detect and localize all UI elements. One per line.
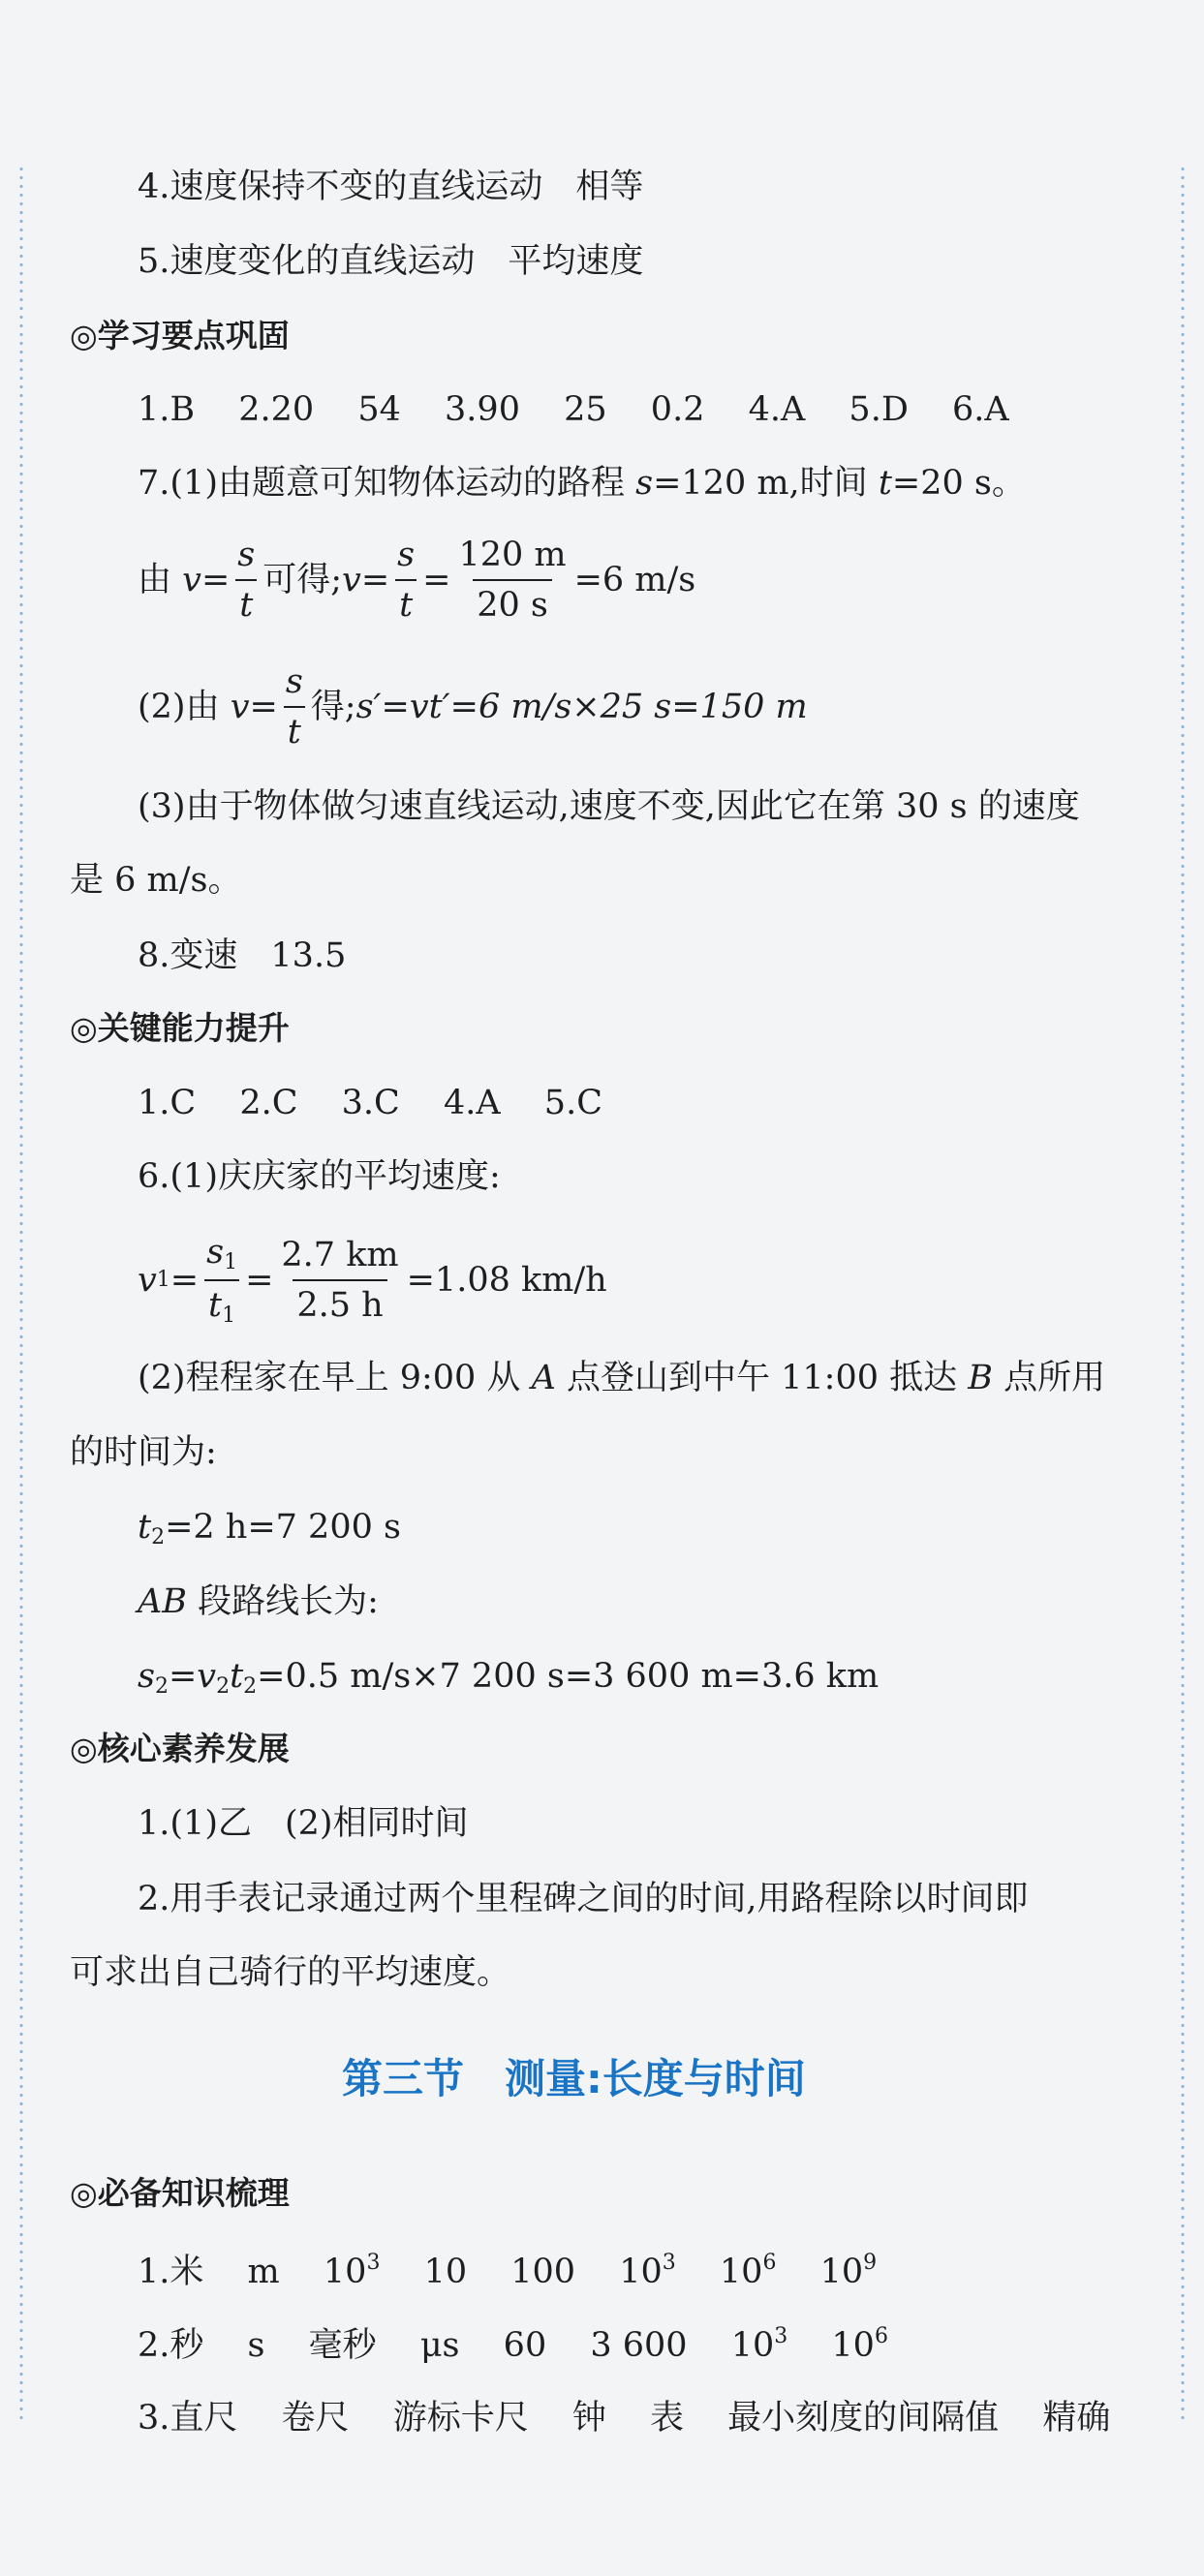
section-title: 第三节 测量:长度与时间	[342, 2055, 806, 2102]
s3-line1: 1.(1)乙 (2)相同时间	[138, 1804, 469, 1843]
q8-line: 8.变速 13.5	[138, 936, 347, 975]
q6-p1: 6.(1)庆庆家的平均速度:	[138, 1157, 501, 1196]
q6-ab-line: AB 段路线长为:	[138, 1582, 379, 1621]
s3-line3: 可求出自己骑行的平均速度。	[70, 1953, 511, 1992]
s3-line2: 2.用手表记录通过两个里程碑之间的时间,用路程除以时间即	[138, 1880, 1029, 1918]
q6-s2-line: $s_2=v_2t_2=0.5$ m/s×7 200 s=3 600 m=3.6 km	[138, 1657, 880, 1699]
q6-t2-line: $t_2=2$ h=7 200 s	[138, 1508, 401, 1549]
s1-answers: 1.B 2.20 54 3.90 25 0.2 4.A 5.D 6.A	[138, 390, 1009, 429]
fraction-27km-over-25h: $\frac{2.7 km}{2.5 h}$	[281, 1236, 399, 1326]
q7-p3-line1: (3)由于物体做匀速直线运动,速度不变,因此它在第 30 s 的速度	[138, 787, 1080, 826]
fraction-s1-over-t1: $\frac{s_1}{t_1}$	[202, 1232, 241, 1330]
q7-line1: 7.(1)由题意可知物体运动的路程 s=120 m,时间 t=20 s。	[138, 464, 1026, 503]
fraction-120m-over-20s: $\frac{120 m}{20 s}$	[458, 536, 567, 625]
section-heading-guanjian: ◎关键能力提升	[70, 1009, 290, 1047]
intro-line-5: 5.速度变化的直线运动 平均速度	[138, 242, 644, 281]
q6-formula-v1: v 1 = $\frac{s_1}{t_1}$ = $\frac{2.7 km}{2.5 h}$ =1.08 km/h	[138, 1233, 607, 1329]
s4-line2: 2.秒 s 毫秒 μs 60 3 600 $10^3$ $10^6$	[138, 2324, 888, 2365]
intro-line-4: 4.速度保持不变的直线运动 相等	[138, 168, 644, 206]
q7-formula-1: 由 v = $\frac{s}{t}$ 可得; v = $\frac{s}{t}$ = $\frac{120 m}{20 s}$ =6 m/s	[138, 536, 696, 625]
q7-formula-2: (2)由 v = $\frac{s}{t}$ 得; s′=vt′=6 m/s×25 s=150 m	[138, 662, 808, 751]
s2-answers: 1.C 2.C 3.C 4.A 5.C	[138, 1084, 602, 1122]
section-heading-xuexi: ◎学习要点巩固	[70, 317, 290, 354]
fraction-s-over-t-3: $\frac{s}{t}$	[282, 661, 307, 752]
fraction-s-over-t-2: $\frac{s}{t}$	[393, 535, 418, 626]
section-heading-bibei: ◎必备知识梳理	[70, 2174, 290, 2212]
section-heading-hexin: ◎核心素养发展	[70, 1730, 290, 1767]
q6-p2-line2: 的时间为:	[70, 1433, 217, 1472]
s4-line3: 3.直尺 卷尺 游标卡尺 钟 表 最小刻度的间隔值 精确	[138, 2399, 1111, 2438]
fraction-s-over-t: $\frac{s}{t}$	[233, 535, 259, 626]
s4-line1: 1.米 m $10^3$ 10 100 $10^3$ $10^6$ $10^9$	[138, 2251, 878, 2291]
q7-p3-line2: 是 6 m/s。	[70, 861, 242, 900]
q6-p2-line1: (2)程程家在早上 9:00 从 A 点登山到中午 11:00 抵达 B 点所用	[138, 1359, 1106, 1397]
